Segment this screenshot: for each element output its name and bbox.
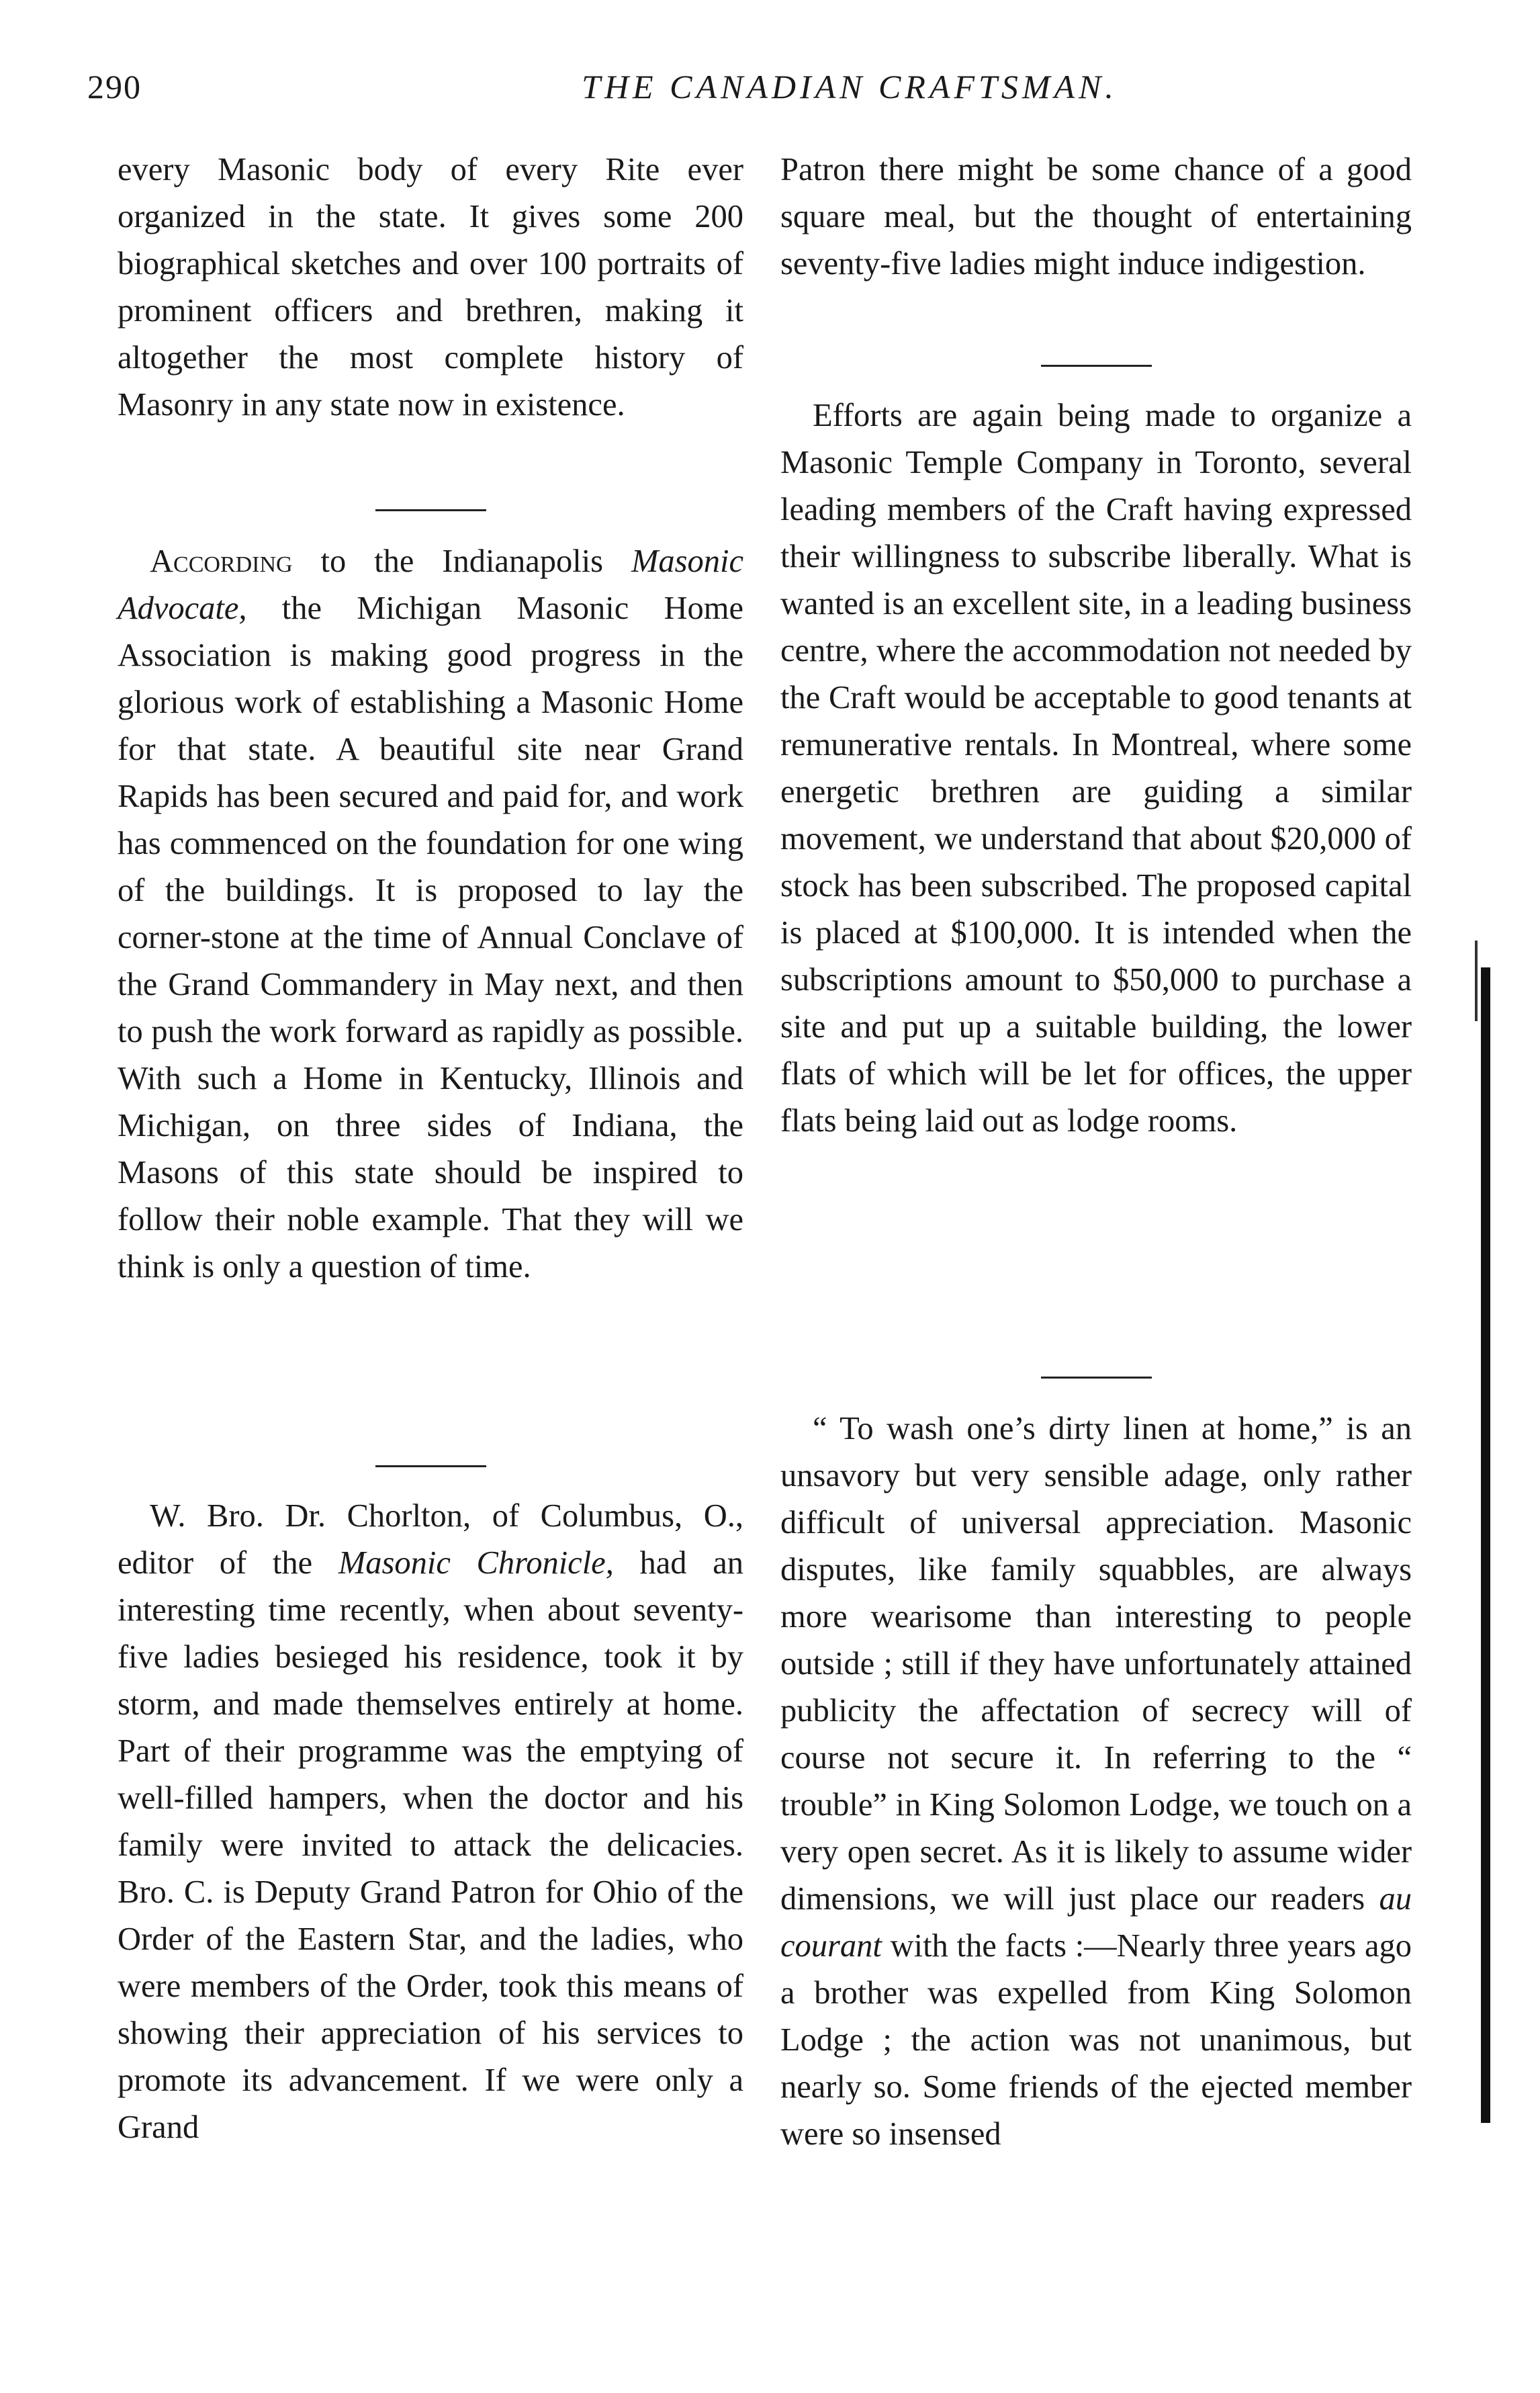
foreign-phrase: au courant (780, 1881, 1412, 1964)
publication-name: Masonic Advocate, (118, 543, 743, 626)
page-header (87, 67, 1431, 121)
article-continuation-right: Patron there might be some chance of a good square meal, but the thought of entertaining seventy-five ladies might induce indigestion. (780, 152, 1412, 281)
binding-margin-tick (1475, 941, 1478, 1021)
article-king-solomon-lodge: “ To wash one’s dirty linen at home,” is an unsavory but very sensible adage, only rather difficult of universal appreciation. Masonic disputes, like family squabbles, are always more wearisome than interesting to people outside ; still if they have unfortunately attained publicity the affectation of secrecy will of course not secure it. In referring to the “ trouble” in King Solomon Lodge, we touch on a very open secret. As it is likely to assume wider dimensions, we will just place our readers au courant with the facts :—Nearly three years ago a brother was expelled from King Solomon Lodge ; the action was not unanimous, but nearly so. Some friends of the ejected member were so insensed (780, 1411, 1412, 2152)
binding-margin-mark (1481, 967, 1490, 2123)
publication-name: Masonic Chronicle, (338, 1545, 614, 1581)
article-toronto-temple: Efforts are again being made to organize a Masonic Temple Company in Toronto, several leading members of the Craft having expressed their willingness to subscribe liberally. What is wanted is an excellent site, in a leading business centre, where the accommodation not needed by the Craft would be acceptable to good tenants at remunerative rentals. In Montreal, where some energetic brethren are guiding a similar movement, we understand that about $20,000 of stock has been subscribed. The proposed capital is placed at $100,000. It is intended when the subscriptions amount to $50,000 to purchase a site and put up a suitable building, the lower flats of which will be let for offices, the upper flats being laid out as lodge rooms. (780, 398, 1412, 1139)
article-indianapolis: According to the Indianapolis Masonic Advocate, the Michigan Masonic Home Association is making good progress in the glorious work of establishing a Masonic Home for that state. A beautiful site near Grand Rapids has been secured and paid for, and work has commenced on the foundation for one wing of the buildings. It is proposed to lay the corner-stone at the time of Annual Conclave of the Grand Commandery in May next, and then to push the work forward as rapidly as possible. With such a Home in Kentucky, Illinois and Michigan, on three sides of Indiana, the Masons of this state should be inspired to follow their noble example. That they will we think is only a question of time. (118, 543, 743, 1285)
article-chorlton: W. Bro. Dr. Chorlton, of Columbus, O., editor of the Masonic Chronicle, had an interesting time recently, when about seventy-five ladies besieged his residence, took it by storm, and made themselves entirely at home. Part of their programme was the emptying of well-filled hampers, when the doctor and his family were invited to attack the delicacies. Bro. C. is Deputy Grand Patron for Ohio of the Order of the Eastern Star, and the ladies, who were members of the Order, took this means of showing their appreciation of his services to promote its advancement. If we were only a Grand (118, 1498, 744, 2145)
article-lead-word: According (150, 543, 293, 579)
right-column (780, 146, 1412, 2158)
page-number: 290 (87, 68, 142, 105)
article-continuation: every Masonic body of every Rite ever organized in the state. It gives some 200 biographical sketches and over 100 portraits of prominent officers and brethren, making it altogether the most complete history of Masonry in any state now in existence. (118, 152, 743, 423)
running-title: THE CANADIAN CRAFTSMAN. (582, 68, 1118, 105)
left-column (118, 146, 743, 2151)
